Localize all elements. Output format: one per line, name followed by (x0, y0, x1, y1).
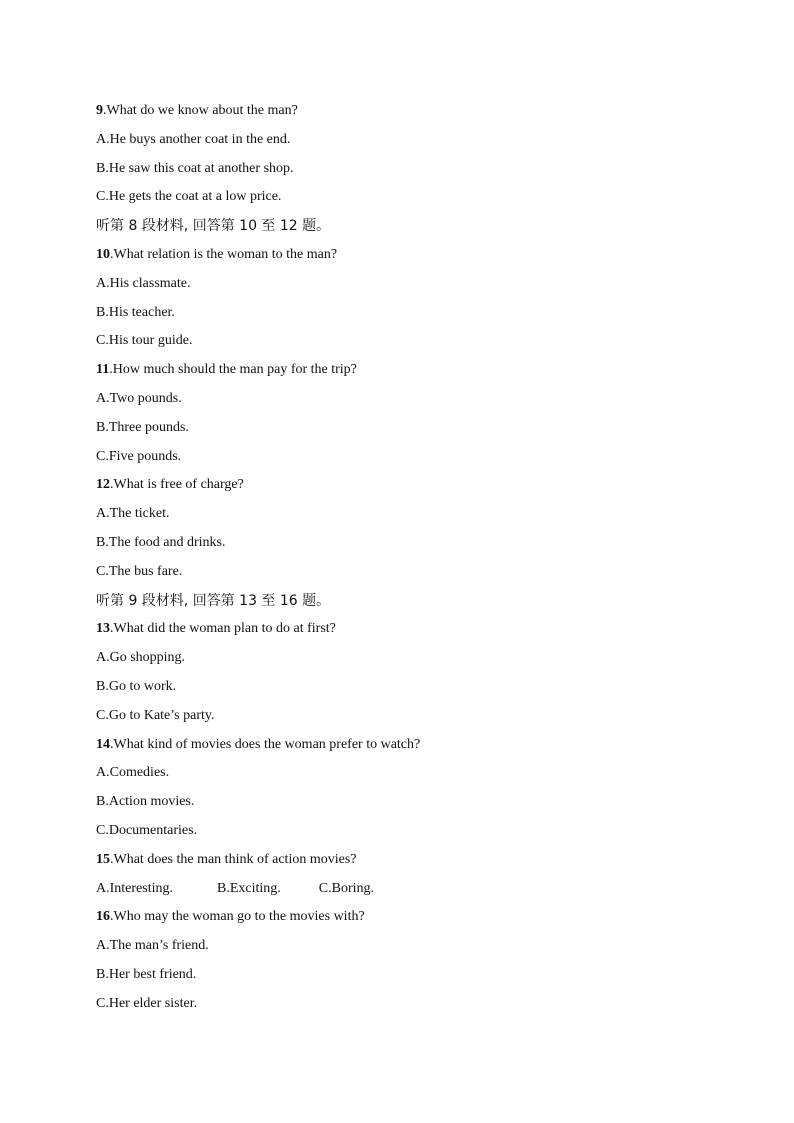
question-number: 9 (96, 103, 103, 118)
section-heading-8: 听第 8 段材料, 回答第 10 至 12 题。 (96, 218, 331, 235)
options-row (96, 875, 736, 904)
question-list (96, 97, 736, 1019)
question-text: .What kind of movies does the woman prefer to watch? (110, 736, 421, 752)
option-b: B.He saw this coat at another shop. (96, 160, 294, 176)
option-a: A.He buys another coat in the end. (96, 131, 291, 147)
option-b: B.His teacher. (96, 304, 175, 320)
question-12 (96, 471, 736, 500)
option-c: C.Documentaries. (96, 822, 198, 838)
question-text: .What is free of charge? (110, 477, 244, 493)
option-b: B.Action movies. (96, 794, 195, 810)
question-9 (96, 97, 736, 126)
option-a: A.Comedies. (96, 765, 170, 781)
question-11 (96, 356, 736, 385)
question-13 (96, 615, 736, 644)
option-c: C.He gets the coat at a low price. (96, 189, 282, 205)
option-b: B.The food and drinks. (96, 534, 226, 550)
option-a: A.The ticket. (96, 506, 170, 522)
question-text: .How much should the man pay for the trip? (109, 362, 357, 378)
option-c: C.Boring. (318, 880, 374, 896)
option-c: C.Her elder sister. (96, 995, 198, 1011)
question-16 (96, 903, 736, 932)
question-text: .What does the man think of action movies? (110, 851, 357, 867)
question-number: 13 (96, 621, 110, 637)
question-number: 14 (96, 736, 110, 752)
question-number: 11 (96, 362, 110, 378)
question-number: 16 (96, 909, 110, 925)
option-b: B.Her best friend. (96, 966, 197, 982)
option-c: C.The bus fare. (96, 563, 183, 579)
option-c: C.His tour guide. (96, 333, 193, 349)
question-10 (96, 241, 736, 270)
question-14 (96, 731, 736, 760)
question-text: .What did the woman plan to do at first? (110, 621, 336, 637)
option-a: A.The man’s friend. (96, 938, 209, 954)
section-heading-9: 听第 9 段材料, 回答第 13 至 16 题。 (96, 592, 331, 609)
option-c: C.Go to Kate’s party. (96, 707, 215, 723)
option-b: B.Exciting. (216, 880, 281, 896)
option-a: A.Two pounds. (96, 390, 182, 406)
question-15 (96, 846, 736, 875)
question-number: 15 (96, 851, 110, 867)
question-number: 12 (96, 477, 110, 493)
option-b: B.Go to work. (96, 678, 177, 694)
option-a: A.Go shopping. (96, 650, 186, 666)
question-text: .What do we know about the man? (103, 103, 298, 118)
option-a: A.His classmate. (96, 275, 191, 291)
question-text: .What relation is the woman to the man? (110, 246, 338, 262)
option-a: A.Interesting. (96, 880, 173, 896)
question-number: 10 (96, 246, 110, 262)
option-c: C.Five pounds. (96, 448, 182, 464)
question-text: .Who may the woman go to the movies with? (110, 909, 365, 925)
option-b: B.Three pounds. (96, 419, 189, 435)
